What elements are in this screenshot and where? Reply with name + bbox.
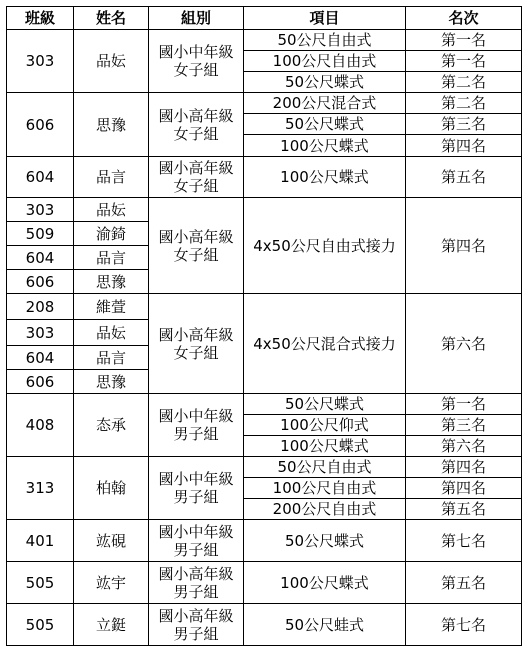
class-cell: 303: [7, 320, 74, 346]
table-row: [7, 294, 522, 320]
class-cell: 505: [7, 562, 74, 604]
class-cell: 401: [7, 520, 74, 562]
event-cell: 50公尺蝶式: [244, 72, 406, 93]
group-cell: [149, 294, 244, 394]
group-gender: 男子組: [173, 624, 219, 643]
rank-cell: 第二名: [406, 72, 522, 93]
group-gender: 男子組: [173, 488, 219, 506]
header-rank: 名次: [406, 7, 522, 30]
rank-cell: 第五名: [406, 157, 522, 198]
class-cell: 606: [7, 93, 74, 157]
event-cell: 100公尺自由式: [244, 51, 406, 72]
name-cell: 品言: [74, 246, 149, 270]
rank-cell: 第四名: [406, 135, 522, 157]
group-cell: [149, 394, 244, 457]
group-level: 國小中年級: [158, 43, 234, 61]
group-cell: [149, 562, 244, 604]
table-row: [7, 457, 522, 478]
name-cell: 思豫: [74, 370, 149, 394]
rank-cell: 第二名: [406, 93, 522, 114]
rank-cell: 第六名: [406, 436, 522, 457]
event-cell: 50公尺蛙式: [244, 604, 406, 646]
group-level: 國小高年級: [158, 564, 234, 583]
event-cell: 4x50公尺混合式接力: [244, 294, 406, 394]
table-row: [7, 30, 522, 51]
table-row: [7, 562, 522, 604]
class-cell: 313: [7, 457, 74, 520]
event-cell: 50公尺蝶式: [244, 520, 406, 562]
class-cell: 208: [7, 294, 74, 320]
name-cell: 竑宇: [74, 562, 149, 604]
results-body: [7, 30, 522, 646]
table-row: [7, 93, 522, 114]
table-row: [7, 198, 522, 222]
name-cell: 态承: [74, 394, 149, 457]
group-gender: 男子組: [173, 540, 219, 559]
class-cell: 604: [7, 246, 74, 270]
group-level: 國小高年級: [158, 227, 234, 246]
group-gender: 女子組: [173, 124, 219, 143]
class-cell: 505: [7, 604, 74, 646]
event-cell: 100公尺蝶式: [244, 135, 406, 157]
rank-cell: 第六名: [406, 294, 522, 394]
header-class: 班級: [7, 7, 74, 30]
group-gender: 女子組: [173, 61, 219, 79]
header-event: 項目: [244, 7, 406, 30]
rank-cell: 第一名: [406, 394, 522, 415]
group-cell: [149, 93, 244, 157]
class-cell: 604: [7, 346, 74, 370]
class-cell: 509: [7, 222, 74, 246]
class-cell: 303: [7, 198, 74, 222]
class-cell: 606: [7, 370, 74, 394]
event-cell: 200公尺混合式: [244, 93, 406, 114]
event-cell: 50公尺蝶式: [244, 114, 406, 135]
name-cell: 品妘: [74, 198, 149, 222]
event-cell: 50公尺自由式: [244, 457, 406, 478]
rank-cell: 第四名: [406, 198, 522, 294]
name-cell: 立鋌: [74, 604, 149, 646]
header-group: 組別: [149, 7, 244, 30]
group-cell: [149, 604, 244, 646]
name-cell: 品妘: [74, 320, 149, 346]
rank-cell: 第三名: [406, 114, 522, 135]
name-cell: 思豫: [74, 270, 149, 294]
name-cell: 竑硯: [74, 520, 149, 562]
rank-cell: 第四名: [406, 457, 522, 478]
class-cell: 408: [7, 394, 74, 457]
rank-cell: 第四名: [406, 478, 522, 499]
table-row: [7, 604, 522, 646]
event-cell: 100公尺蝶式: [244, 562, 406, 604]
name-cell: 渝錡: [74, 222, 149, 246]
name-cell: 品言: [74, 346, 149, 370]
group-level: 國小中年級: [158, 522, 234, 541]
name-cell: 品言: [74, 157, 149, 198]
event-cell: 50公尺蝶式: [244, 394, 406, 415]
event-cell: 50公尺自由式: [244, 30, 406, 51]
name-cell: 品妘: [74, 30, 149, 93]
event-cell: 100公尺蝶式: [244, 436, 406, 457]
rank-cell: 第七名: [406, 604, 522, 646]
group-level: 國小中年級: [158, 470, 234, 488]
class-cell: 606: [7, 270, 74, 294]
class-cell: 604: [7, 157, 74, 198]
rank-cell: 第五名: [406, 562, 522, 604]
table-row: [7, 394, 522, 415]
group-level: 國小高年級: [158, 106, 234, 125]
table-row: [7, 520, 522, 562]
name-cell: 柏翰: [74, 457, 149, 520]
group-level: 國小高年級: [158, 606, 234, 625]
table-row: [7, 157, 522, 198]
class-cell: 303: [7, 30, 74, 93]
header-row: [7, 7, 522, 30]
name-cell: 維萱: [74, 294, 149, 320]
rank-cell: 第三名: [406, 415, 522, 436]
group-level: 國小高年級: [158, 159, 234, 177]
header-name: 姓名: [74, 7, 149, 30]
group-gender: 男子組: [173, 582, 219, 601]
rank-cell: 第一名: [406, 30, 522, 51]
group-level: 國小高年級: [158, 325, 234, 344]
group-cell: [149, 30, 244, 93]
group-gender: 女子組: [173, 177, 219, 195]
event-cell: 100公尺仰式: [244, 415, 406, 436]
rank-cell: 第七名: [406, 520, 522, 562]
group-cell: [149, 520, 244, 562]
event-cell: 4x50公尺自由式接力: [244, 198, 406, 294]
results-table: [6, 6, 522, 646]
group-gender: 女子組: [173, 343, 219, 362]
event-cell: 200公尺自由式: [244, 499, 406, 520]
name-cell: 思豫: [74, 93, 149, 157]
group-cell: [149, 157, 244, 198]
event-cell: 100公尺自由式: [244, 478, 406, 499]
group-level: 國小中年級: [158, 407, 234, 425]
group-cell: [149, 198, 244, 294]
event-cell: 100公尺蝶式: [244, 157, 406, 198]
rank-cell: 第一名: [406, 51, 522, 72]
rank-cell: 第五名: [406, 499, 522, 520]
group-cell: [149, 457, 244, 520]
group-gender: 女子組: [173, 245, 219, 264]
group-gender: 男子組: [173, 425, 219, 443]
